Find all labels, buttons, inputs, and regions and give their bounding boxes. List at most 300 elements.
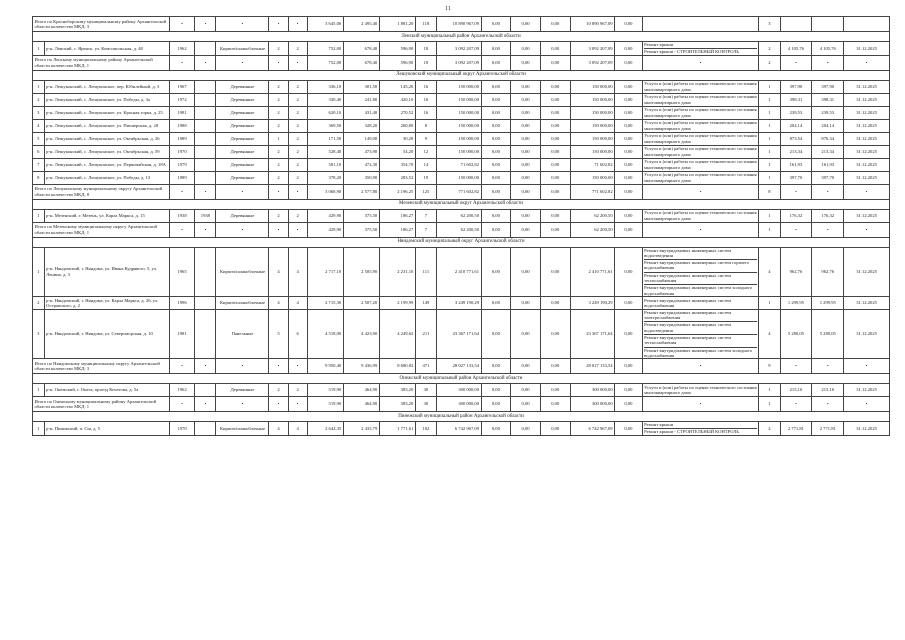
cost-other-cell: 0,00 xyxy=(615,55,643,70)
work-type-cell xyxy=(642,209,759,222)
cost-owners-cell: 6 742 967,09 xyxy=(570,422,615,436)
area-owned-cell: 383,20 xyxy=(379,397,415,412)
residents-cell: 19 xyxy=(415,171,436,184)
work-qty-cell: 1 xyxy=(759,222,780,237)
address-cell: р-н. Няндомский, г. Няндома, ул. Ивана Кудрявого, 5, ул. Ленина, д. 3 xyxy=(44,247,169,296)
work-type-cell xyxy=(642,145,759,158)
cost-budget-cell: 0,00 xyxy=(511,171,541,184)
work-qty-cell: 1 xyxy=(759,209,780,222)
deadline-cell xyxy=(844,17,890,32)
unit-cost-cell: 204,14 xyxy=(780,119,812,132)
floors-cell: 2 xyxy=(269,171,288,184)
row-number-cell: 8 xyxy=(33,171,45,184)
address-cell: р-н. Лешуконский, с. Лешуконское, пер. Юбилейный, д. 3 xyxy=(44,80,169,93)
cost-owners-cell: 150 000,00 xyxy=(570,171,615,184)
section-header-row xyxy=(33,32,890,42)
cost-owners-cell: 150 000,00 xyxy=(570,80,615,93)
unit-cost-cell: • xyxy=(780,222,812,237)
cost-total-cell: 771 602,82 xyxy=(436,184,481,199)
area-residential-cell: 375,50 xyxy=(343,222,379,237)
area-residential-cell: 2 505,90 xyxy=(343,247,379,296)
cost-fund-cell: 0,00 xyxy=(481,209,511,222)
cost-fund-cell: 0,00 xyxy=(481,158,511,171)
section-title: Ленский муниципальный район Архангельской области xyxy=(33,32,890,42)
year-commissioned-cell xyxy=(195,384,216,397)
total-placeholder: • xyxy=(195,397,216,412)
year-commissioned-cell xyxy=(195,171,216,184)
cost-owners-cell: 771 602,82 xyxy=(570,184,615,199)
residents-cell: 102 xyxy=(415,422,436,436)
year-commissioned-cell: 1938 xyxy=(195,209,216,222)
cost-budget-cell: 0,00 xyxy=(511,309,541,358)
deadline-cell: 31.12.2025 xyxy=(844,119,890,132)
area-residential-cell: 678,40 xyxy=(343,42,379,56)
total-label: Итого по Няндомскому муниципальному округу Архангельской области количество МКД: 3 xyxy=(33,359,170,374)
floors-cell: 2 xyxy=(269,106,288,119)
floors-cell: 2 xyxy=(269,145,288,158)
cost-total-cell: 10 890 967,09 xyxy=(436,17,481,32)
deadline-cell: 31.12.2025 xyxy=(844,422,890,436)
area-owned-cell: 8 680,82 xyxy=(379,359,415,374)
area-total-cell: 3 645,00 xyxy=(307,17,343,32)
cost-local-cell: 0,00 xyxy=(540,296,570,309)
cost-total-cell: 62 200,50 xyxy=(436,222,481,237)
total-row xyxy=(33,397,890,412)
area-owned-cell: 54,20 xyxy=(379,145,415,158)
work-type-cell: • xyxy=(642,222,759,237)
work-type-cell xyxy=(642,247,759,296)
area-total-cell: 369,50 xyxy=(307,119,343,132)
cost-total-cell: 6 742 967,09 xyxy=(436,422,481,436)
deadline-cell: • xyxy=(844,184,890,199)
cost-budget-cell: 0,00 xyxy=(511,158,541,171)
wall-material-cell: Деревянные xyxy=(216,93,269,106)
residents-cell: 125 xyxy=(415,184,436,199)
total-placeholder: • xyxy=(216,184,269,199)
cost-local-cell: 0,00 xyxy=(540,247,570,296)
address-cell: р-н. Ленский, с. Яренск, ул. Комсомольская, д. 48 xyxy=(44,42,169,56)
cost-total-cell: 3 092 207,09 xyxy=(436,42,481,56)
max-cost-cell: • xyxy=(812,359,844,374)
area-owned-cell: 283,52 xyxy=(379,171,415,184)
unit-cost-cell: 397,70 xyxy=(780,171,812,184)
row-number-cell: 6 xyxy=(33,145,45,158)
table-row xyxy=(33,247,890,296)
cost-local-cell: 0,00 xyxy=(540,397,570,412)
work-item: Ремонт внутридомовых инженерных систем водоотведения xyxy=(644,321,757,333)
year-built-cell: 1970 xyxy=(169,422,194,436)
deadline-cell: 31.12.2025 xyxy=(844,209,890,222)
row-number-cell: 1 xyxy=(33,80,45,93)
year-built-cell: 1962 xyxy=(169,384,194,397)
max-cost-cell: 962,76 xyxy=(812,247,844,296)
unit-cost-cell: 1 299,95 xyxy=(780,296,812,309)
area-total-cell: 378,20 xyxy=(307,171,343,184)
cost-fund-cell: 0,00 xyxy=(481,359,511,374)
work-item: Ремонт внутридомовых инженерных систем водоснабжения xyxy=(644,297,732,308)
work-qty-cell: 1 xyxy=(759,119,780,132)
cost-owners-cell: 300 000,00 xyxy=(570,384,615,397)
row-number-cell: 5 xyxy=(33,132,45,145)
table-row xyxy=(33,119,890,132)
cost-total-cell: 3 249 190,29 xyxy=(436,296,481,309)
row-number-cell: 1 xyxy=(33,247,45,296)
cost-fund-cell: 0,00 xyxy=(481,397,511,412)
work-type-cell xyxy=(642,384,759,397)
work-item: Ремонт внутридомовых инженерных систем холодного водоснабжения xyxy=(644,284,757,296)
floors-cell: 2 xyxy=(269,158,288,171)
work-qty-cell: 3 xyxy=(759,17,780,32)
cost-total-cell: 71 602,82 xyxy=(436,158,481,171)
residents-cell: 12 xyxy=(415,145,436,158)
address-cell: р-н. Лешуконский, с. Лешуконское, ул. Первомайская, д. 18А xyxy=(44,158,169,171)
area-residential-cell: 464,90 xyxy=(343,384,379,397)
cost-other-cell: 0,00 xyxy=(615,222,643,237)
entrances-cell: 2 xyxy=(288,106,307,119)
table-row xyxy=(33,296,890,309)
work-item: Услуги и (или) работы по оценке технического состояния многоквартирного дома xyxy=(644,133,757,144)
area-owned-cell: 4 249,62 xyxy=(379,309,415,358)
entrances-cell: 2 xyxy=(288,42,307,56)
unit-cost-cell: 398,31 xyxy=(780,93,812,106)
unit-cost-cell: 215,16 xyxy=(780,384,812,397)
deadline-cell: 31.12.2025 xyxy=(844,247,890,296)
total-row xyxy=(33,184,890,199)
deadline-cell: 31.12.2025 xyxy=(844,145,890,158)
cost-local-cell: 0,00 xyxy=(540,119,570,132)
work-item: Услуги и (или) работы по оценке технического состояния многоквартирного дома xyxy=(644,94,757,105)
table-row xyxy=(33,42,890,56)
cost-local-cell: 0,00 xyxy=(540,184,570,199)
cost-owners-cell: 3 092 207,09 xyxy=(570,42,615,56)
total-label: Итого по Мезенскому муниципальному округу Архангельской области количество МКД: 1 xyxy=(33,222,170,237)
work-qty-cell: 1 xyxy=(759,93,780,106)
work-qty-cell: 1 xyxy=(759,80,780,93)
max-cost-cell: 161,93 xyxy=(812,158,844,171)
total-placeholder: • xyxy=(269,397,288,412)
cost-owners-cell: 3 092 207,09 xyxy=(570,55,615,70)
cost-other-cell: 0,00 xyxy=(615,309,643,358)
area-total-cell: 528,40 xyxy=(307,145,343,158)
address-cell: р-н. Лешуконский, с. Лешуконское, ул. Пионерская, д. 28 xyxy=(44,119,169,132)
cost-local-cell: 0,00 xyxy=(540,209,570,222)
cost-budget-cell: 0,00 xyxy=(511,119,541,132)
total-placeholder: • xyxy=(288,184,307,199)
work-type-cell xyxy=(642,119,759,132)
row-number-cell: 7 xyxy=(33,158,45,171)
residents-cell: 18 xyxy=(415,42,436,56)
table-row xyxy=(33,93,890,106)
wall-material-cell: Деревянные xyxy=(216,106,269,119)
total-placeholder: • xyxy=(269,222,288,237)
residents-cell: 30 xyxy=(415,397,436,412)
wall-material-cell: Деревянные xyxy=(216,171,269,184)
work-qty-cell: 2 xyxy=(759,42,780,56)
total-placeholder: • xyxy=(288,359,307,374)
area-owned-cell: 1 771,61 xyxy=(379,422,415,436)
table-row xyxy=(33,132,890,145)
section-header-row xyxy=(33,199,890,209)
total-placeholder: • xyxy=(169,397,194,412)
work-item: Ремонт крыши - СТРОИТЕЛЬНЫЙ КОНТРОЛЬ xyxy=(644,428,757,434)
cost-local-cell: 0,00 xyxy=(540,132,570,145)
area-total-cell: 336,10 xyxy=(307,80,343,93)
area-owned-cell: 383,20 xyxy=(379,384,415,397)
residents-cell: 16 xyxy=(415,93,436,106)
residents-cell: 30 xyxy=(415,384,436,397)
area-residential-cell: 464,90 xyxy=(343,397,379,412)
cost-local-cell: 0,00 xyxy=(540,384,570,397)
max-cost-cell: 397,70 xyxy=(812,171,844,184)
work-type-cell xyxy=(642,42,759,56)
residents-cell: 16 xyxy=(415,80,436,93)
work-type-cell: • xyxy=(642,359,759,374)
wall-material-cell: Деревянные xyxy=(216,158,269,171)
work-qty-cell: 1 xyxy=(759,171,780,184)
area-owned-cell: 596,90 xyxy=(379,42,415,56)
entrances-cell: 4 xyxy=(288,422,307,436)
cost-budget-cell: 0,00 xyxy=(511,359,541,374)
total-placeholder: • xyxy=(195,55,216,70)
cost-total-cell: 23 367 171,64 xyxy=(436,309,481,358)
work-item: Ремонт крыши xyxy=(644,422,674,428)
work-item: Ремонт внутридомовых инженерных систем холодного водоснабжения xyxy=(644,347,757,359)
area-total-cell: 519,90 xyxy=(307,397,343,412)
entrances-cell: 4 xyxy=(288,247,307,296)
total-placeholder: • xyxy=(216,55,269,70)
residents-cell: 16 xyxy=(415,106,436,119)
area-total-cell: 2 642,35 xyxy=(307,422,343,436)
cost-other-cell: 0,00 xyxy=(615,171,643,184)
cost-fund-cell: 0,00 xyxy=(481,171,511,184)
total-row xyxy=(33,17,890,32)
max-cost-cell: 397,90 xyxy=(812,80,844,93)
table-row xyxy=(33,422,890,436)
capital-repair-table xyxy=(32,16,890,436)
work-item: Ремонт крыши xyxy=(644,42,674,47)
cost-other-cell: 0,00 xyxy=(615,422,643,436)
total-label: Итого по Лешуконскому муниципальному округу Архангельской области количество МКД: 8 xyxy=(33,184,170,199)
year-built-cell: 1967 xyxy=(169,80,194,93)
area-owned-cell: 145,20 xyxy=(379,80,415,93)
work-type-cell xyxy=(642,309,759,358)
deadline-cell: 31.12.2025 xyxy=(844,80,890,93)
work-qty-cell: 1 xyxy=(759,106,780,119)
total-placeholder: • xyxy=(169,359,194,374)
floors-cell: 2 xyxy=(269,119,288,132)
area-residential-cell: 472,30 xyxy=(343,158,379,171)
area-residential-cell: 4 423,90 xyxy=(343,309,379,358)
table-row xyxy=(33,80,890,93)
wall-material-cell: Кирпич/шлакоблочные xyxy=(216,247,269,296)
unit-cost-cell: • xyxy=(780,359,812,374)
wall-material-cell: Деревянные xyxy=(216,209,269,222)
cost-fund-cell: 0,00 xyxy=(481,145,511,158)
work-item: Ремонт внутридомовых инженерных систем теплоснабжения xyxy=(644,272,757,284)
address-cell: р-н. Пинежский, п. Сія, д. 5 xyxy=(44,422,169,436)
work-qty-cell: 1 xyxy=(759,397,780,412)
work-qty-cell: 1 xyxy=(759,296,780,309)
cost-other-cell: 0,00 xyxy=(615,106,643,119)
work-qty-cell: 1 xyxy=(759,384,780,397)
cost-budget-cell: 0,00 xyxy=(511,93,541,106)
deadline-cell: 31.12.2025 xyxy=(844,309,890,358)
area-residential-cell: 678,40 xyxy=(343,55,379,70)
unit-cost-cell: 161,93 xyxy=(780,158,812,171)
deadline-cell: 31.12.2025 xyxy=(844,132,890,145)
cost-other-cell: 0,00 xyxy=(615,17,643,32)
cost-owners-cell: 300 000,00 xyxy=(570,397,615,412)
cost-local-cell: 0,00 xyxy=(540,171,570,184)
year-built-cell: 1989 xyxy=(169,171,194,184)
max-cost-cell: • xyxy=(812,397,844,412)
cost-fund-cell: 0,00 xyxy=(481,384,511,397)
unit-cost-cell: 176,32 xyxy=(780,209,812,222)
wall-material-cell: Деревянные xyxy=(216,145,269,158)
work-item: Услуги и (или) работы по оценке технического состояния многоквартирного дома xyxy=(644,107,757,118)
area-total-cell: 171,50 xyxy=(307,132,343,145)
cost-budget-cell: 0,00 xyxy=(511,422,541,436)
unit-cost-cell: • xyxy=(780,184,812,199)
area-owned-cell: 270,52 xyxy=(379,106,415,119)
cost-budget-cell: 0,00 xyxy=(511,296,541,309)
cost-budget-cell: 0,00 xyxy=(511,80,541,93)
area-owned-cell: 2 199,99 xyxy=(379,296,415,309)
area-residential-cell: 2 577,80 xyxy=(343,184,379,199)
area-residential-cell: 241,80 xyxy=(343,93,379,106)
address-cell: р-н. Онежский, г. Онега, проезд Кочетова, д. 5а xyxy=(44,384,169,397)
year-commissioned-cell xyxy=(195,106,216,119)
cost-budget-cell: 0,00 xyxy=(511,247,541,296)
address-cell: р-н. Мезенский, г. Мезень, ул. Карла Маркса, д. 15 xyxy=(44,209,169,222)
cost-fund-cell: 0,00 xyxy=(481,296,511,309)
section-header-row xyxy=(33,374,890,384)
section-header-row xyxy=(33,412,890,422)
area-total-cell: 752,00 xyxy=(307,42,343,56)
row-number-cell: 3 xyxy=(33,106,45,119)
area-residential-cell: 328,20 xyxy=(343,119,379,132)
cost-owners-cell: 150 000,00 xyxy=(570,119,615,132)
entrances-cell: 2 xyxy=(288,93,307,106)
year-commissioned-cell xyxy=(195,42,216,56)
area-owned-cell: 2 196,25 xyxy=(379,184,415,199)
area-owned-cell: 30,28 xyxy=(379,132,415,145)
cost-local-cell: 0,00 xyxy=(540,158,570,171)
cost-fund-cell: 0,00 xyxy=(481,132,511,145)
area-total-cell: 330,40 xyxy=(307,93,343,106)
max-cost-cell xyxy=(812,17,844,32)
year-built-cell: 1965 xyxy=(169,247,194,296)
area-owned-cell: 354,70 xyxy=(379,158,415,171)
work-type-cell xyxy=(642,17,759,32)
address-cell: р-н. Няндомский, г. Няндома, ул. Североморская, д. 10 xyxy=(44,309,169,358)
deadline-cell: • xyxy=(844,359,890,374)
section-title: Онежский муниципальный район Архангельской области xyxy=(33,374,890,384)
work-item: Услуги и (или) работы по оценке технического состояния многоквартирного дома xyxy=(644,120,757,131)
floors-cell: 4 xyxy=(269,422,288,436)
residents-cell: 7 xyxy=(415,209,436,222)
cost-owners-cell: 3 249 190,29 xyxy=(570,296,615,309)
work-item: Ремонт крыши - СТРОИТЕЛЬНЫЙ КОНТРОЛЬ xyxy=(644,48,757,54)
area-total-cell: 429,90 xyxy=(307,209,343,222)
area-residential-cell: 301,50 xyxy=(343,80,379,93)
cost-total-cell: 3 092 207,09 xyxy=(436,55,481,70)
total-placeholder: • xyxy=(195,17,216,32)
work-type-cell xyxy=(642,132,759,145)
cost-fund-cell: 0,00 xyxy=(481,42,511,56)
total-placeholder: • xyxy=(269,55,288,70)
cost-owners-cell: 150 000,00 xyxy=(570,106,615,119)
cost-other-cell: 0,00 xyxy=(615,209,643,222)
area-total-cell: 581,10 xyxy=(307,158,343,171)
total-placeholder: • xyxy=(288,222,307,237)
year-built-cell: 1981 xyxy=(169,309,194,358)
work-type-cell xyxy=(642,171,759,184)
deadline-cell: 31.12.2025 xyxy=(844,158,890,171)
deadline-cell: 31.12.2025 xyxy=(844,384,890,397)
area-residential-cell: 149,00 xyxy=(343,132,379,145)
table-row xyxy=(33,158,890,171)
total-placeholder: • xyxy=(216,359,269,374)
wall-material-cell: Кирпич/шлакоблочные xyxy=(216,422,269,436)
work-qty-cell: 4 xyxy=(759,247,780,296)
max-cost-cell: 176,32 xyxy=(812,209,844,222)
area-owned-cell: 2 231,10 xyxy=(379,247,415,296)
row-number-cell: 1 xyxy=(33,384,45,397)
cost-budget-cell: 0,00 xyxy=(511,106,541,119)
floors-cell: 2 xyxy=(269,93,288,106)
year-built-cell: 1989 xyxy=(169,132,194,145)
cost-owners-cell: 28 027 133,54 xyxy=(570,359,615,374)
total-label: Итого по Онежскому муниципальному району Архангельской области количество МКД: 1 xyxy=(33,397,170,412)
wall-material-cell: Деревянные xyxy=(216,132,269,145)
unit-cost-cell: • xyxy=(780,55,812,70)
unit-cost-cell: 2 771,81 xyxy=(780,422,812,436)
residents-cell: 18 xyxy=(415,55,436,70)
cost-fund-cell: 0,00 xyxy=(481,80,511,93)
table-row xyxy=(33,209,890,222)
table-row xyxy=(33,106,890,119)
work-item: Услуги и (или) работы по оценке технического состояния многоквартирного дома xyxy=(644,172,757,183)
cost-budget-cell: 0,00 xyxy=(511,42,541,56)
residents-cell: 7 xyxy=(415,222,436,237)
area-owned-cell: 596,90 xyxy=(379,55,415,70)
area-residential-cell: 2 435,79 xyxy=(343,422,379,436)
floors-cell: 2 xyxy=(269,209,288,222)
cost-fund-cell: 0,00 xyxy=(481,106,511,119)
max-cost-cell: • xyxy=(812,222,844,237)
cost-fund-cell: 0,00 xyxy=(481,55,511,70)
total-row xyxy=(33,359,890,374)
residents-cell: 14 xyxy=(415,158,436,171)
cost-owners-cell: 150 000,00 xyxy=(570,145,615,158)
work-item: Ремонт внутридомовых инженерных систем водоотведения xyxy=(644,247,732,258)
max-cost-cell: 4 105,76 xyxy=(812,42,844,56)
cost-budget-cell: 0,00 xyxy=(511,384,541,397)
cost-fund-cell: 0,00 xyxy=(481,247,511,296)
residents-cell: 8 xyxy=(415,119,436,132)
cost-other-cell: 0,00 xyxy=(615,158,643,171)
cost-local-cell: 0,00 xyxy=(540,309,570,358)
row-number-cell: 4 xyxy=(33,119,45,132)
entrances-cell: 2 xyxy=(288,145,307,158)
residents-cell: 9 xyxy=(415,132,436,145)
cost-fund-cell: 0,00 xyxy=(481,17,511,32)
address-cell: р-н. Лешуконский, с. Лешуконское, ул. Победы, д. 13 xyxy=(44,171,169,184)
cost-total-cell: 150 000,00 xyxy=(436,106,481,119)
year-built-cell: 1996 xyxy=(169,296,194,309)
work-item: Услуги и (или) работы по оценке технического состояния многоквартирного дома xyxy=(644,210,757,221)
